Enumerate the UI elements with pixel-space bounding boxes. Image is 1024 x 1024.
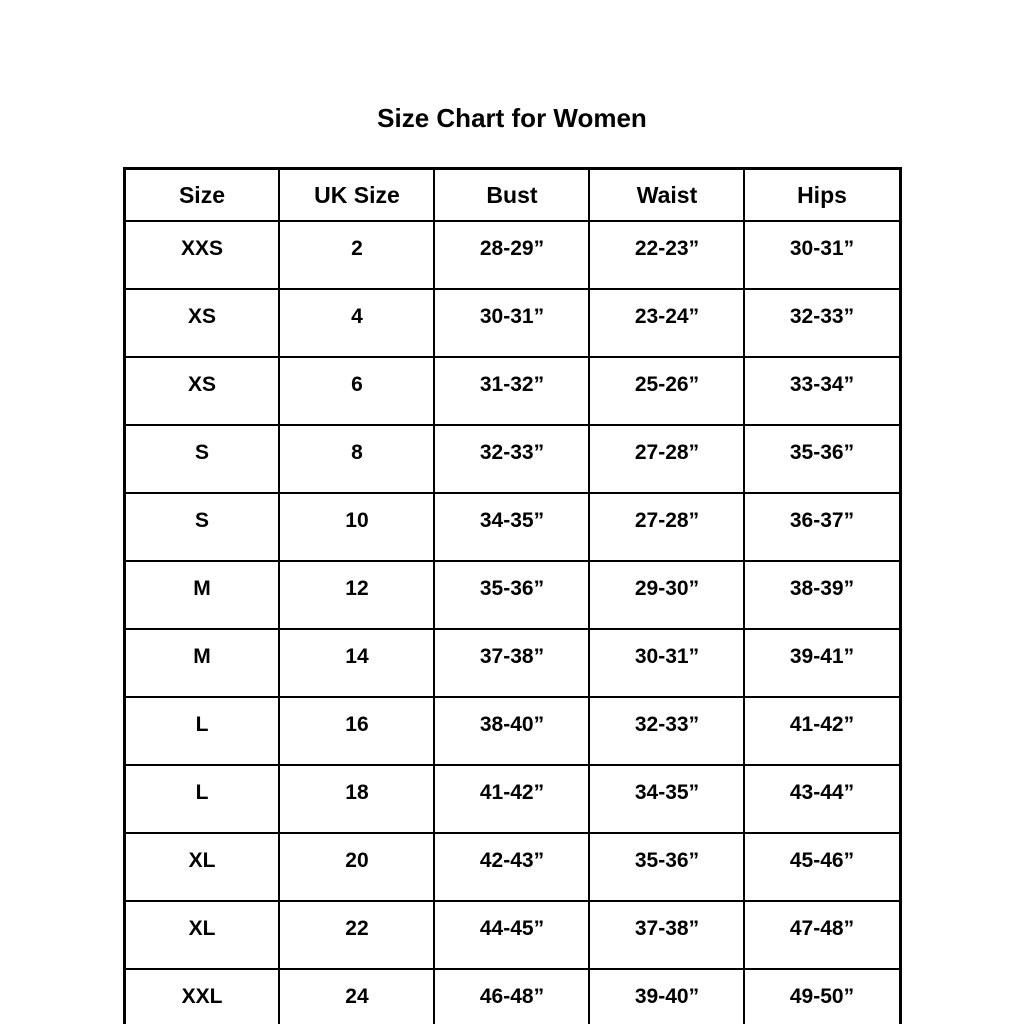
table-cell: 36-37” [744, 493, 900, 561]
table-cell: 6 [279, 357, 434, 425]
column-header: Size [124, 169, 279, 222]
table-cell: 24 [279, 969, 434, 1024]
table-row [124, 629, 900, 697]
table-cell: 18 [279, 765, 434, 833]
table-cell: XXS [124, 221, 279, 289]
table-cell: 35-36” [744, 425, 900, 493]
table-cell: 30-31” [434, 289, 589, 357]
table-row [124, 221, 900, 289]
table-cell: 37-38” [589, 901, 744, 969]
table-cell: 27-28” [589, 425, 744, 493]
table-cell: XS [124, 357, 279, 425]
table-cell: 44-45” [434, 901, 589, 969]
table-row [124, 765, 900, 833]
table-cell: 8 [279, 425, 434, 493]
table-cell: 41-42” [434, 765, 589, 833]
table-cell: M [124, 629, 279, 697]
table-cell: 30-31” [589, 629, 744, 697]
table-cell: 14 [279, 629, 434, 697]
table-cell: XL [124, 901, 279, 969]
table-cell: XXL [124, 969, 279, 1024]
column-header: Waist [589, 169, 744, 222]
column-header: Bust [434, 169, 589, 222]
table-cell: 12 [279, 561, 434, 629]
table-cell: 49-50” [744, 969, 900, 1024]
column-header: UK Size [279, 169, 434, 222]
table-body [124, 221, 900, 1024]
table-row [124, 493, 900, 561]
column-header: Hips [744, 169, 900, 222]
table-cell: 29-30” [589, 561, 744, 629]
table-row [124, 901, 900, 969]
page-title: Size Chart for Women [377, 103, 647, 133]
table-cell: 38-39” [744, 561, 900, 629]
table-cell: 33-34” [744, 357, 900, 425]
table-cell: L [124, 765, 279, 833]
header-row [124, 169, 900, 222]
table-row [124, 289, 900, 357]
table-cell: 43-44” [744, 765, 900, 833]
table-cell: 22-23” [589, 221, 744, 289]
table-header [124, 169, 900, 222]
table-cell: 22 [279, 901, 434, 969]
table-cell: 20 [279, 833, 434, 901]
table-row [124, 697, 900, 765]
table-cell: XL [124, 833, 279, 901]
table-cell: 35-36” [434, 561, 589, 629]
table-cell: 47-48” [744, 901, 900, 969]
table-cell: 32-33” [744, 289, 900, 357]
table-cell: 34-35” [589, 765, 744, 833]
table-row [124, 969, 900, 1024]
table-cell: 37-38” [434, 629, 589, 697]
table-cell: 25-26” [589, 357, 744, 425]
table-cell: M [124, 561, 279, 629]
table-cell: 28-29” [434, 221, 589, 289]
table-cell: XS [124, 289, 279, 357]
table-cell: 39-40” [589, 969, 744, 1024]
table-cell: 32-33” [434, 425, 589, 493]
table-row [124, 561, 900, 629]
table-cell: 10 [279, 493, 434, 561]
table-cell: 23-24” [589, 289, 744, 357]
table-cell: 35-36” [589, 833, 744, 901]
table-cell: 45-46” [744, 833, 900, 901]
table-cell: 34-35” [434, 493, 589, 561]
table-cell: 41-42” [744, 697, 900, 765]
table-cell: 2 [279, 221, 434, 289]
table-cell: 46-48” [434, 969, 589, 1024]
table-cell: S [124, 425, 279, 493]
table-cell: 42-43” [434, 833, 589, 901]
table-cell: 39-41” [744, 629, 900, 697]
table-cell: L [124, 697, 279, 765]
table-cell: 32-33” [589, 697, 744, 765]
table-row [124, 357, 900, 425]
table-row [124, 425, 900, 493]
table-cell: 4 [279, 289, 434, 357]
table-cell: 30-31” [744, 221, 900, 289]
table-cell: S [124, 493, 279, 561]
table-cell: 16 [279, 697, 434, 765]
table-cell: 31-32” [434, 357, 589, 425]
table-row [124, 833, 900, 901]
table-cell: 27-28” [589, 493, 744, 561]
size-chart-table [123, 167, 902, 1024]
table-cell: 38-40” [434, 697, 589, 765]
